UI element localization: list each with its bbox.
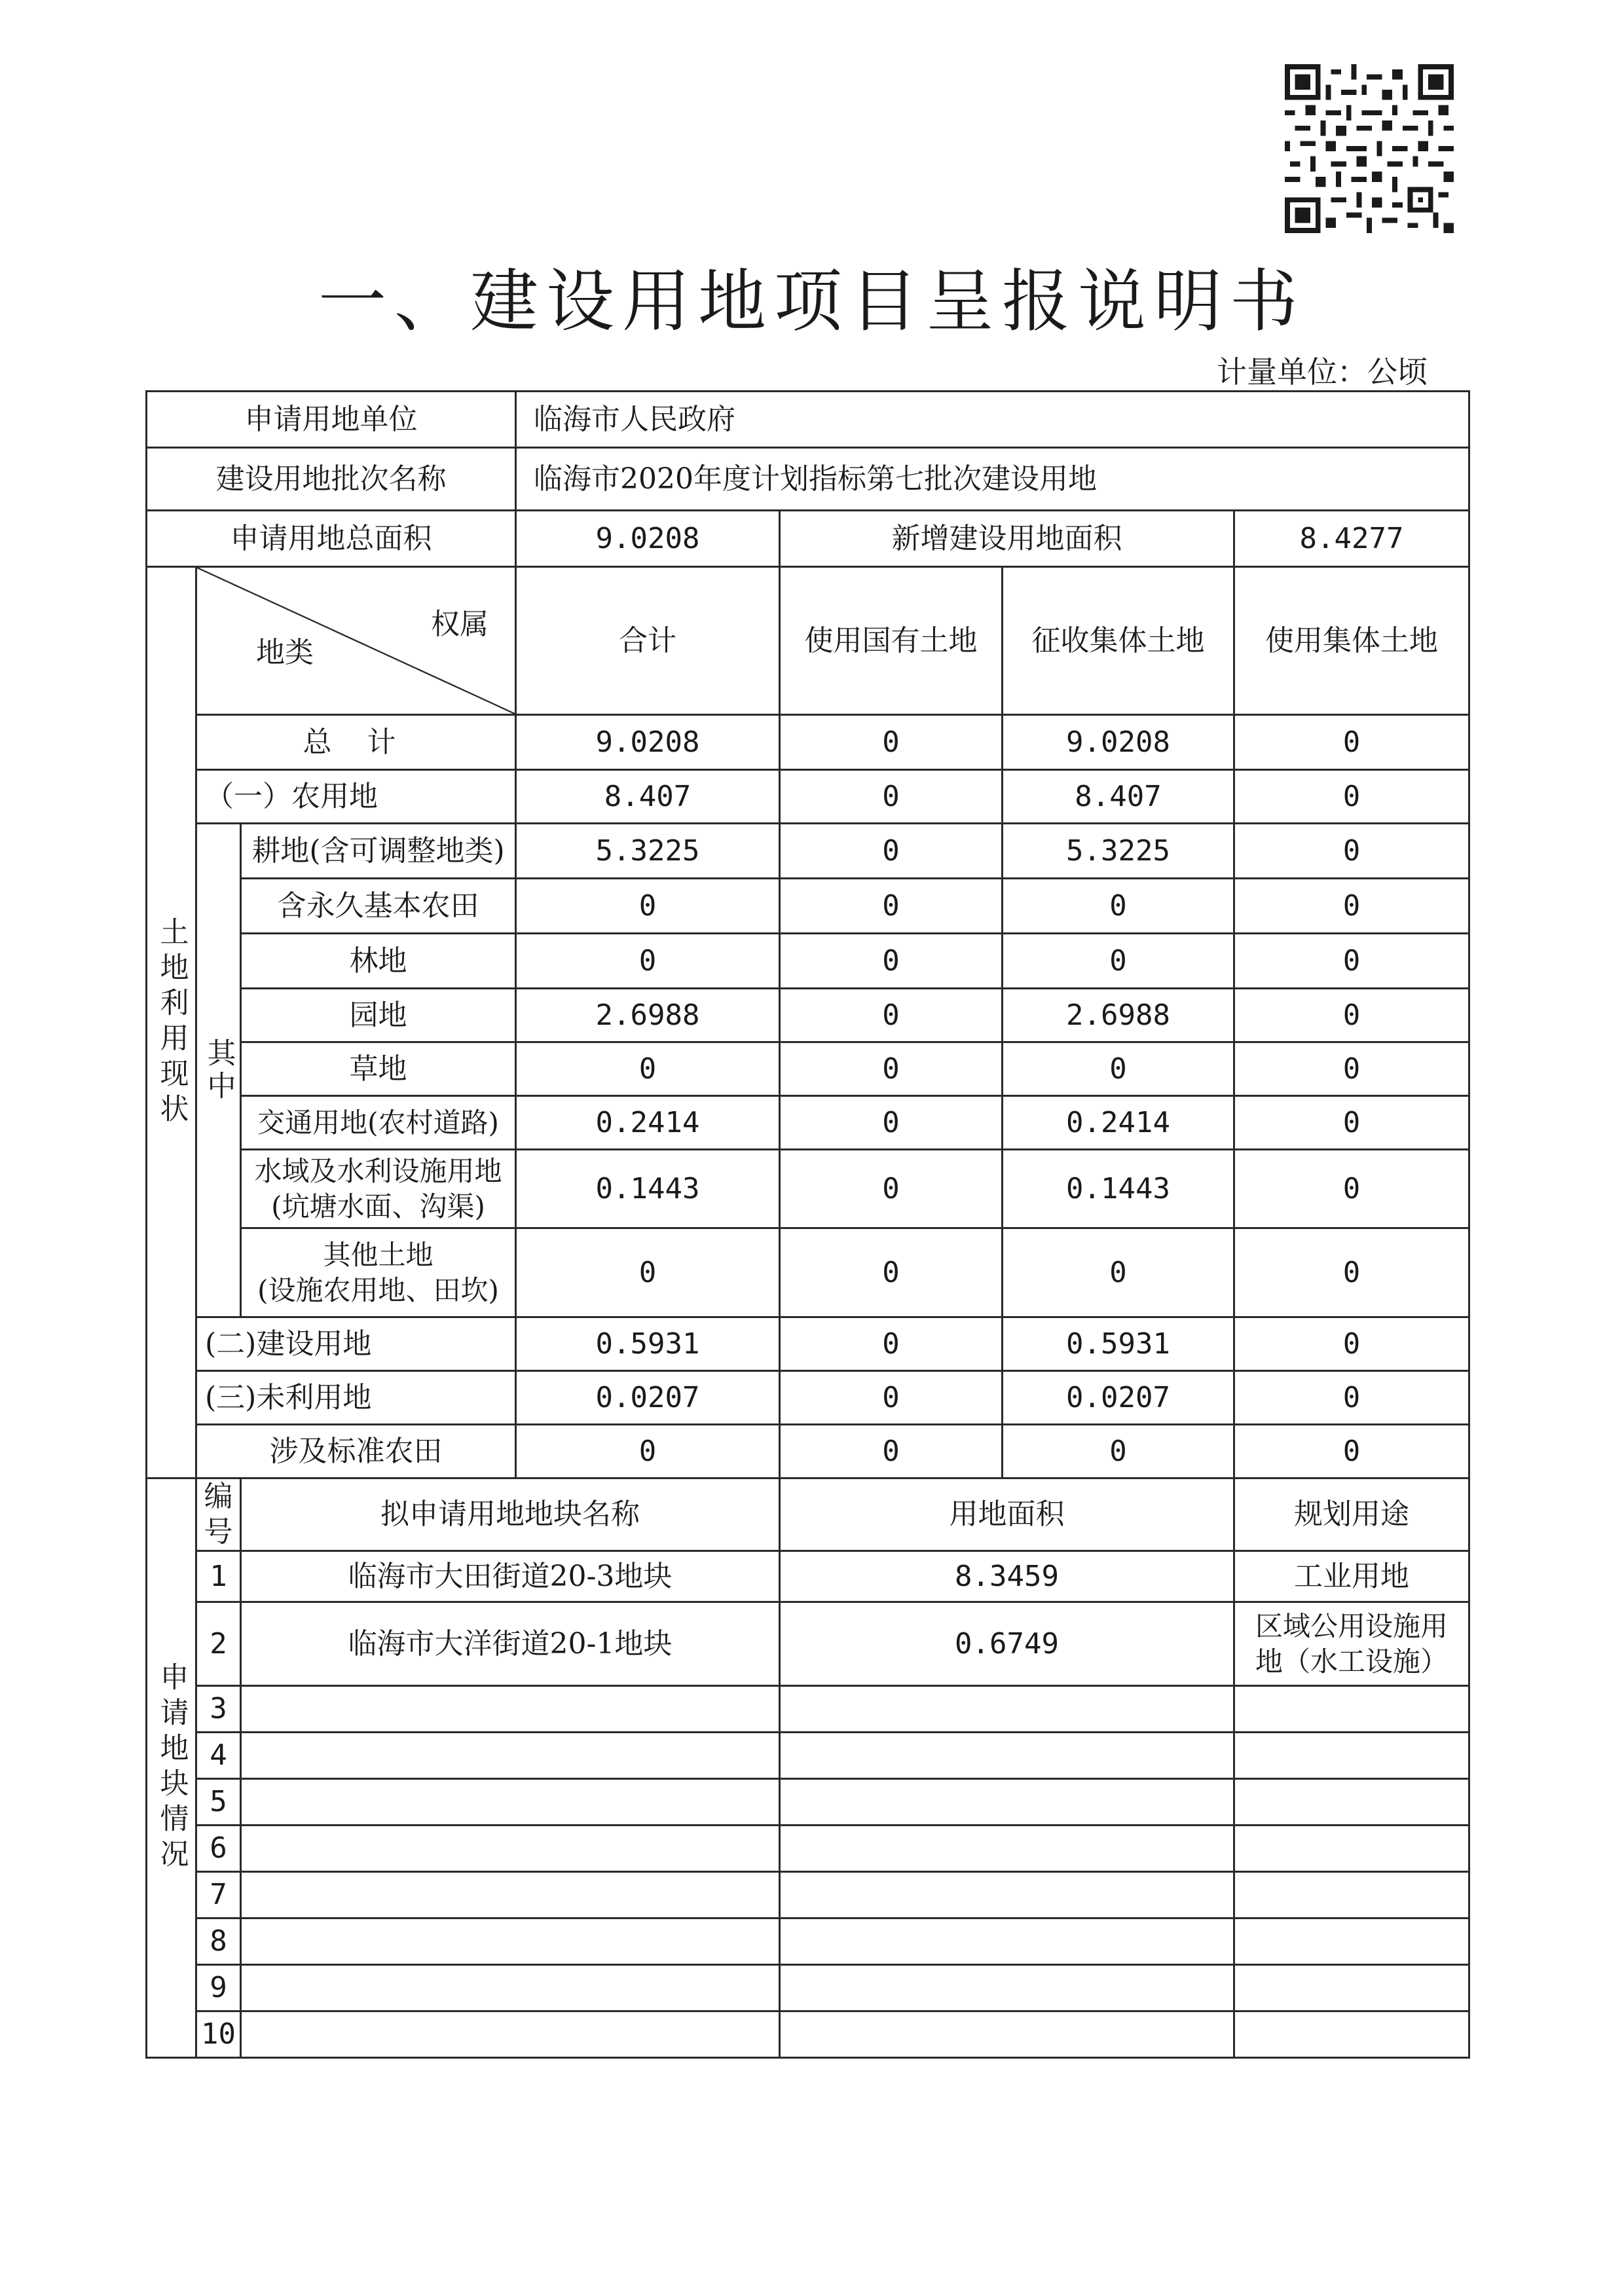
parcel-number: 5 bbox=[196, 1779, 241, 1826]
parcel-number: 1 bbox=[196, 1551, 241, 1602]
document-title: 一、建设用地项目呈报说明书 bbox=[318, 261, 1306, 341]
cell-value: 0 bbox=[1003, 1042, 1234, 1096]
parcel-use bbox=[1234, 1779, 1469, 1826]
cell-value: 0 bbox=[780, 989, 1003, 1042]
land-use-row bbox=[147, 1042, 1469, 1096]
parcel-name bbox=[241, 1733, 780, 1779]
land-use-row bbox=[147, 879, 1469, 934]
report-table bbox=[145, 390, 1470, 2059]
cell-value: 9.0208 bbox=[516, 715, 780, 770]
cell-value: 0.2414 bbox=[516, 1096, 780, 1150]
parcel-row bbox=[147, 1602, 1469, 1686]
col-header-total: 合计 bbox=[516, 567, 780, 715]
land-use-header-row bbox=[147, 567, 1469, 715]
parcel-row bbox=[147, 1779, 1469, 1826]
parcel-row bbox=[147, 1551, 1469, 1602]
parcel-number: 8 bbox=[196, 1919, 241, 1965]
parcel-header-number: 编号 bbox=[196, 1478, 241, 1551]
cell-value: 0 bbox=[1234, 1150, 1469, 1228]
row-label: 含永久基本农田 bbox=[241, 879, 516, 934]
parcel-name bbox=[241, 2011, 780, 2058]
parcel-row bbox=[147, 1965, 1469, 2011]
new-area-value: 8.4277 bbox=[1234, 511, 1469, 567]
parcel-use bbox=[1234, 1686, 1469, 1733]
row-label: (三)未利用地 bbox=[196, 1371, 516, 1425]
cell-value: 0 bbox=[780, 1096, 1003, 1150]
parcel-name: 临海市大田街道20-3地块 bbox=[241, 1551, 780, 1602]
parcel-number: 3 bbox=[196, 1686, 241, 1733]
diagonal-land-type-label: 地类 bbox=[256, 636, 314, 669]
total-area-row bbox=[147, 511, 1469, 567]
cell-value: 0 bbox=[1003, 1228, 1234, 1317]
cell-value: 0.1443 bbox=[516, 1150, 780, 1228]
parcel-name bbox=[241, 1965, 780, 2011]
cell-value: 0 bbox=[1234, 1425, 1469, 1478]
cell-value: 0.5931 bbox=[1003, 1317, 1234, 1371]
land-use-section-label: 土地利用现状 bbox=[147, 567, 196, 1478]
cell-value: 0 bbox=[1234, 770, 1469, 824]
parcel-area bbox=[780, 1826, 1234, 1872]
cell-value: 0 bbox=[780, 879, 1003, 934]
cell-value: 0.0207 bbox=[1003, 1371, 1234, 1425]
cell-value: 0 bbox=[1234, 989, 1469, 1042]
cell-value: 5.3225 bbox=[1003, 824, 1234, 879]
cell-value: 0 bbox=[780, 715, 1003, 770]
parcel-use bbox=[1234, 2011, 1469, 2058]
cell-value: 0.2414 bbox=[1003, 1096, 1234, 1150]
parcel-area bbox=[780, 2011, 1234, 2058]
cell-value: 2.6988 bbox=[516, 989, 780, 1042]
cell-value: 0 bbox=[1234, 1042, 1469, 1096]
cell-value: 0 bbox=[1234, 1371, 1469, 1425]
parcel-row bbox=[147, 1826, 1469, 1872]
cell-value: 0 bbox=[1234, 1228, 1469, 1317]
parcel-number: 2 bbox=[196, 1602, 241, 1686]
land-use-row bbox=[147, 1150, 1469, 1228]
parcel-name bbox=[241, 1919, 780, 1965]
batch-label: 建设用地批次名称 bbox=[147, 448, 516, 511]
parcel-use-line1: 工业用地 bbox=[1294, 1559, 1409, 1593]
land-use-row bbox=[147, 1317, 1469, 1371]
row-label: 园地 bbox=[241, 989, 516, 1042]
batch-row bbox=[147, 448, 1469, 511]
parcel-number: 4 bbox=[196, 1733, 241, 1779]
cell-value: 0 bbox=[1234, 934, 1469, 989]
parcel-name bbox=[241, 1686, 780, 1733]
cell-value: 0 bbox=[516, 1042, 780, 1096]
land-use-row bbox=[147, 934, 1469, 989]
cell-value: 0 bbox=[780, 770, 1003, 824]
cell-value: 0 bbox=[516, 934, 780, 989]
cell-value: 0 bbox=[516, 1228, 780, 1317]
cell-value: 0 bbox=[780, 1228, 1003, 1317]
cell-value: 0 bbox=[516, 879, 780, 934]
parcel-header-use: 规划用途 bbox=[1234, 1478, 1469, 1551]
parcel-number: 6 bbox=[196, 1826, 241, 1872]
cell-value: 0 bbox=[780, 824, 1003, 879]
row-label: 涉及标准农田 bbox=[196, 1425, 516, 1478]
cell-value: 0.0207 bbox=[516, 1371, 780, 1425]
cell-value: 9.0208 bbox=[1003, 715, 1234, 770]
diagonal-ownership-label: 权属 bbox=[431, 608, 489, 641]
total-area-label: 申请用地总面积 bbox=[147, 511, 516, 567]
parcel-name bbox=[241, 1872, 780, 1919]
cell-value: 0 bbox=[1003, 1425, 1234, 1478]
measurement-unit: 计量单位：公顷 bbox=[1217, 354, 1428, 390]
row-label: 总 计 bbox=[196, 715, 516, 770]
cell-value: 0 bbox=[1234, 824, 1469, 879]
parcel-row bbox=[147, 2011, 1469, 2058]
row-label-line2: (坑塘水面、沟渠) bbox=[271, 1190, 485, 1222]
cell-value: 0.5931 bbox=[516, 1317, 780, 1371]
row-label-line1: 水域及水利设施用地 bbox=[254, 1154, 502, 1187]
row-label bbox=[241, 1228, 516, 1317]
parcel-row bbox=[147, 1872, 1469, 1919]
parcel-area: 8.3459 bbox=[780, 1551, 1234, 1602]
cell-value: 8.407 bbox=[516, 770, 780, 824]
land-use-row bbox=[147, 1425, 1469, 1478]
cell-value: 0 bbox=[516, 1425, 780, 1478]
row-label: 林地 bbox=[241, 934, 516, 989]
cell-value: 0 bbox=[1003, 934, 1234, 989]
parcel-header-row bbox=[147, 1478, 1469, 1551]
parcel-section-label: 申请地块情况 bbox=[147, 1478, 196, 2058]
parcel-name bbox=[241, 1779, 780, 1826]
parcel-use bbox=[1234, 1965, 1469, 2011]
parcel-name: 临海市大洋街道20-1地块 bbox=[241, 1602, 780, 1686]
cell-value: 0 bbox=[780, 934, 1003, 989]
land-use-row bbox=[147, 989, 1469, 1042]
parcel-number: 9 bbox=[196, 1965, 241, 2011]
diagonal-header-cell bbox=[196, 567, 516, 715]
cell-value: 0 bbox=[780, 1042, 1003, 1096]
cell-value: 8.407 bbox=[1003, 770, 1234, 824]
land-use-row bbox=[147, 715, 1469, 770]
cell-value: 0 bbox=[1234, 1096, 1469, 1150]
parcel-use bbox=[1234, 1872, 1469, 1919]
parcel-name bbox=[241, 1826, 780, 1872]
parcel-row bbox=[147, 1919, 1469, 1965]
parcel-use-line1: 区域公用设施用 bbox=[1255, 1609, 1448, 1642]
cell-value: 0 bbox=[780, 1371, 1003, 1425]
parcel-use bbox=[1234, 1551, 1469, 1602]
row-label-line1: 其他土地 bbox=[323, 1238, 434, 1271]
cell-value: 0 bbox=[1234, 715, 1469, 770]
row-label-line2: (设施农用地、田坎) bbox=[257, 1274, 499, 1306]
parcel-area bbox=[780, 1686, 1234, 1733]
row-label: (二)建设用地 bbox=[196, 1317, 516, 1371]
parcel-use bbox=[1234, 1919, 1469, 1965]
row-label: 耕地(含可调整地类) bbox=[241, 824, 516, 879]
parcel-use bbox=[1234, 1733, 1469, 1779]
parcel-use-line2: 地（水工设施） bbox=[1255, 1645, 1448, 1678]
cell-value: 5.3225 bbox=[516, 824, 780, 879]
land-use-row bbox=[147, 1228, 1469, 1317]
parcel-number: 10 bbox=[196, 2011, 241, 2058]
batch-value: 临海市2020年度计划指标第七批次建设用地 bbox=[516, 448, 1469, 511]
land-use-row bbox=[147, 824, 1469, 879]
cell-value: 0 bbox=[780, 1150, 1003, 1228]
parcel-header-area: 用地面积 bbox=[780, 1478, 1234, 1551]
row-label bbox=[241, 1150, 516, 1228]
cell-value: 2.6988 bbox=[1003, 989, 1234, 1042]
cell-value: 0 bbox=[1234, 1317, 1469, 1371]
parcel-row bbox=[147, 1686, 1469, 1733]
land-use-row bbox=[147, 1371, 1469, 1425]
parcel-area bbox=[780, 1733, 1234, 1779]
parcel-area bbox=[780, 1872, 1234, 1919]
parcel-area bbox=[780, 1919, 1234, 1965]
cell-value: 0 bbox=[1234, 879, 1469, 934]
row-label: 草地 bbox=[241, 1042, 516, 1096]
parcel-use bbox=[1234, 1826, 1469, 1872]
applicant-row bbox=[147, 392, 1469, 448]
row-label: 交通用地(农村道路) bbox=[241, 1096, 516, 1150]
qizhong-label: 其中 bbox=[196, 824, 241, 1317]
row-label: （一）农用地 bbox=[196, 770, 516, 824]
cell-value: 0 bbox=[780, 1425, 1003, 1478]
new-area-label: 新增建设用地面积 bbox=[780, 511, 1234, 567]
cell-value: 0 bbox=[1003, 879, 1234, 934]
total-area-value: 9.0208 bbox=[516, 511, 780, 567]
parcel-number: 7 bbox=[196, 1872, 241, 1919]
col-header-collective-used: 使用集体土地 bbox=[1234, 567, 1469, 715]
parcel-area bbox=[780, 1779, 1234, 1826]
land-use-row bbox=[147, 1096, 1469, 1150]
cell-value: 0 bbox=[780, 1317, 1003, 1371]
col-header-collective-acquired: 征收集体土地 bbox=[1003, 567, 1234, 715]
parcel-header-name: 拟申请用地地块名称 bbox=[241, 1478, 780, 1551]
col-header-state-owned: 使用国有土地 bbox=[780, 567, 1003, 715]
land-use-row bbox=[147, 770, 1469, 824]
qr-code-icon bbox=[1285, 64, 1454, 233]
applicant-label: 申请用地单位 bbox=[147, 392, 516, 448]
parcel-area: 0.6749 bbox=[780, 1602, 1234, 1686]
cell-value: 0.1443 bbox=[1003, 1150, 1234, 1228]
applicant-value: 临海市人民政府 bbox=[516, 392, 1469, 448]
parcel-row bbox=[147, 1733, 1469, 1779]
parcel-use bbox=[1234, 1602, 1469, 1686]
parcel-area bbox=[780, 1965, 1234, 2011]
